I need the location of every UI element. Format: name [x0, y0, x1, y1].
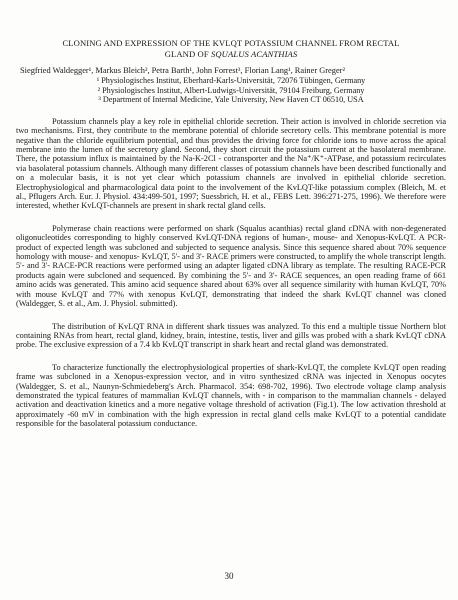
- author-list: Siegfried Waldegger¹, Markus Bleich², Petra Barth¹, John Forrest³, Florian Lang¹, Rainer Greger²: [20, 66, 345, 75]
- page-number: 30: [224, 571, 234, 581]
- affiliations: [16, 76, 446, 105]
- affiliation-3: ³ Department of Internal Medicine, Yale University, New Haven CT 06510, USA: [98, 95, 364, 105]
- title-line-1: CLONING AND EXPRESSION OF THE KVLQT POTASSIUM CHANNEL FROM RECTAL: [62, 38, 400, 48]
- affiliation-1: ¹ Physiologisches Institut, Eberhard-Karls-Universität, 72076 Tübingen, Germany: [96, 76, 366, 85]
- paper-title: [16, 38, 446, 59]
- title-line-2: [16, 49, 446, 60]
- title-line-2-species: SQUALUS ACANTHIAS: [210, 48, 298, 59]
- affiliation-2: ² Physiologisches Institut, Albert-Ludwigs-Universität, 79104 Freiburg, Germany: [97, 85, 365, 95]
- paragraph-distribution: The distribution of KvLQT RNA in different shark tissues was analyzed. To this end a multiple tissue Northern blot containing RNAs from heart, rectal gland, kidney, brain, intestine, testis, liver and gills was probed with a shark KvLQT cDNA probe. The exclusive expression of a 7.4 kb KvLQT transcript in shark heart and rectal gland was demonstrated.: [16, 321, 446, 350]
- paragraph-introduction: Potassium channels play a key role in epithelial chloride secretion. Their action is involved in chloride secretion via two mechanisms. First, they contribute to the membrane potential of chloride secretory cells. This membrane potential is more negative than the chloride equilibrium potential, and thus provides the driving force for chloride ions to move across the apical membrane into the lumen of the secretory gland. Second, they short circuit the potassium current at the basolateral membrane. There, the potassium influx is maintained by the Na-K-2Cl - cotransporter and the Na⁺/K⁺-ATPase, and potassium recirculates via basolateral potassium channels. Although many different classes of potassium channels have been described functionally and on a molecular basis, it is not yet clear which potassium channels are involved in epithelial chloride secretion. Electrophysiological and pharmacological data point to the involvement of the KvLQT-like potassium complex (Bleich, M. et al., Pflugers Arch. Eur. J. Physiol. 434:499-501, 1997; Suessbrich, H. et al., FEBS Lett. 396:271-275, 1996). We therefore were interested, whether KvLQT-channels are present in shark rectal gland cells.: [16, 116, 446, 211]
- paragraph-cloning: Polymerase chain reactions were performed on shark (Squalus acanthias) rectal gland cDNA with non-degenerated oligonucleotides corresponding to highly conserved KvLQT-DNA regions of human-, mouse- and Xenopus-KvLQT. A PCR-product of expected length was subcloned and subjected to sequence analysis. Since this sequence shared about 70% sequence homology with mouse- and xenopus- KvLQT, 5'- and 3'- RACE primers were constructed, to amplify the whole transcript length. 5'- and 3'- RACE-PCR reactions were performed using an adapter ligated cDNA library as template. The resulting RACE-PCR products again were subcloned and sequenced. By combining the 5'- and 3'- RACE sequences, an open reading frame of 661 amino acids was generated. This amino acid sequence shared about 63% over all sequence similarity with human KvLQT, 70% with mouse KvLQT and 77% with xenopus KvLQT, demonstrating that indeed the shark KvLQT channel was cloned (Waldegger, S. et al., Am. J. Physiol. submitted).: [16, 223, 446, 309]
- title-line-2-prefix: GLAND OF: [164, 48, 211, 59]
- paragraph-characterization: To characterize functionally the electrophysiological properties of shark-KvLQT, the complete KvLQT open reading frame was subcloned in a Xenopus-expression vector, and in vitro synthesized cRNA was injected in Xenopus oocytes (Waldegger, S. et al., Naunyn-Schmiedeberg's Arch. Pharmacol. 354: 698-702, 1996). Two electrode voltage clamp analysis demonstrated the typical features of mammalian KvLQT channels, with - in comparison to the mammalian channels - delayed activation and deactivation kinetics and a more negative voltage threshold of activation (Fig.1). The low activation threshold at approximately -60 mV in combination with the high expression in rectal gland cells make KvLQT to a potential candidate responsible for the basolateral potassium conductance.: [16, 362, 446, 429]
